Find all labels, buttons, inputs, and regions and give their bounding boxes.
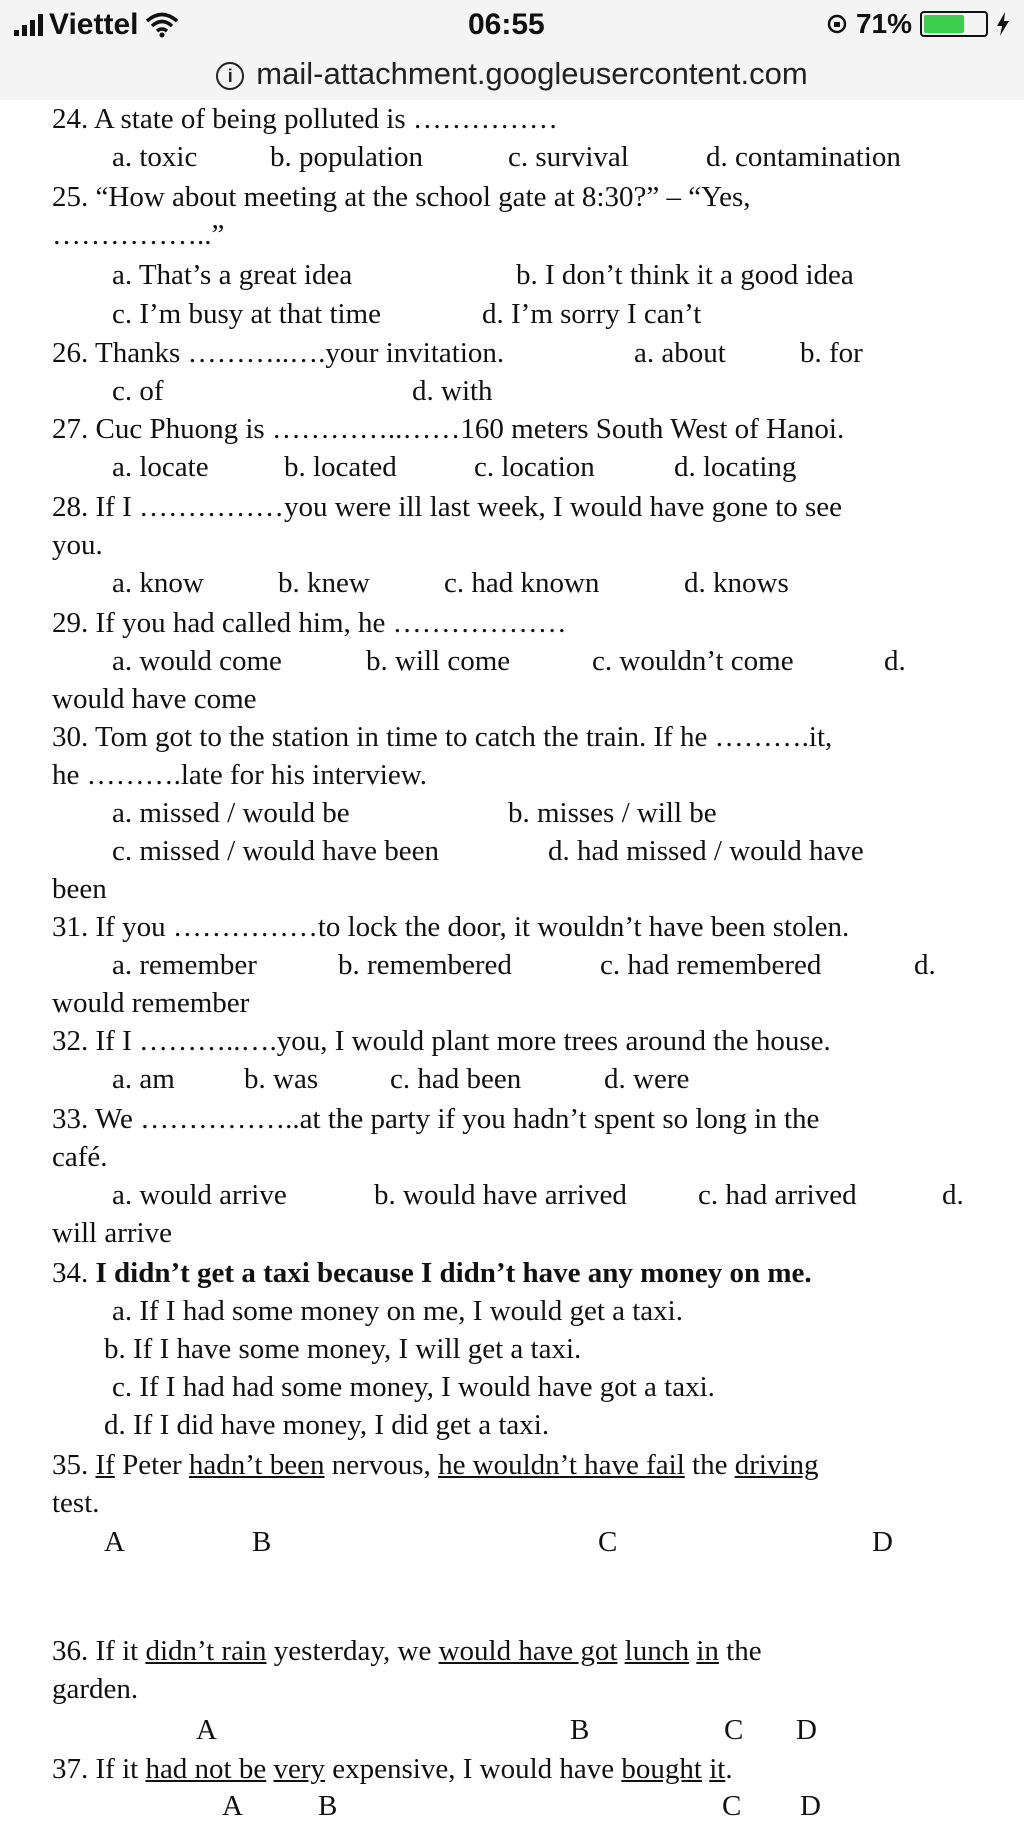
q26-option-d: d. with xyxy=(412,375,493,407)
question-33-cont: café. xyxy=(52,1141,108,1173)
q25-option-b: b. I don’t think it a good idea xyxy=(516,259,854,291)
q29-option-d-text: would have come xyxy=(52,683,257,715)
q37-label-d: D xyxy=(800,1790,821,1822)
charging-icon xyxy=(996,12,1010,36)
q36-segment-d: in xyxy=(696,1635,719,1667)
clock: 06:55 xyxy=(468,8,545,41)
q36-label-b: B xyxy=(570,1714,590,1746)
question-36 xyxy=(52,1634,762,1668)
q25-option-d: d. I’m sorry I can’t xyxy=(482,298,702,330)
question-34-number: 34. xyxy=(52,1257,89,1289)
carrier-name: Viettel xyxy=(49,8,139,41)
q31-option-c: c. had remembered xyxy=(600,949,822,981)
q35-segment-b: hadn’t been xyxy=(188,1449,325,1481)
q35-text: Peter xyxy=(122,1449,182,1481)
question-35-number: 35. xyxy=(52,1449,89,1481)
q30-option-d: d. had missed / would have xyxy=(548,835,864,867)
q36-segment-c: lunch xyxy=(624,1635,690,1667)
question-26: 26. Thanks ………..….your invitation. xyxy=(52,337,505,369)
question-35 xyxy=(52,1448,818,1482)
q37-text: . xyxy=(725,1753,733,1785)
q32-option-c: c. had been xyxy=(390,1063,522,1095)
q37-segment-d: it xyxy=(709,1753,726,1785)
q28-option-b: b. knew xyxy=(278,567,370,599)
q35-segment-c: he wouldn’t have fail xyxy=(438,1449,685,1481)
q32-option-b: b. was xyxy=(244,1063,319,1095)
q24-option-c: c. survival xyxy=(508,141,629,173)
q27-option-d: d. locating xyxy=(674,451,797,483)
q35-label-a: A xyxy=(104,1526,125,1558)
q33-option-b: b. would have arrived xyxy=(374,1179,627,1211)
q26-option-a: a. about xyxy=(634,337,726,369)
question-32: 32. If I ………..….you, I would plant more trees around the house. xyxy=(52,1025,831,1057)
question-35-cont: test. xyxy=(52,1487,100,1519)
question-36-cont: garden. xyxy=(52,1673,139,1705)
q37-segment-b: very xyxy=(273,1753,326,1785)
q36-text: yesterday, we xyxy=(273,1635,432,1667)
question-24: 24. A state of being polluted is …………… xyxy=(52,103,558,135)
q34-option-b: b. If I have some money, I will get a taxi. xyxy=(104,1333,582,1365)
q37-segment-a: had not be xyxy=(145,1753,267,1785)
q32-option-d: d. were xyxy=(604,1063,690,1095)
q34-option-d: d. If I did have money, I did get a taxi. xyxy=(104,1409,550,1441)
question-28-cont: you. xyxy=(52,529,103,561)
q30-option-a: a. missed / would be xyxy=(112,797,350,829)
q25-option-a: a. That’s a great idea xyxy=(112,259,353,291)
q30-option-d-text: been xyxy=(52,873,107,905)
q35-text: nervous, xyxy=(331,1449,431,1481)
q29-option-a: a. would come xyxy=(112,645,282,677)
battery-fill xyxy=(924,15,964,33)
q33-option-c: c. had arrived xyxy=(698,1179,857,1211)
q30-option-c: c. missed / would have been xyxy=(112,835,439,867)
q30-option-b: b. misses / will be xyxy=(508,797,717,829)
q27-option-a: a. locate xyxy=(112,451,209,483)
q24-option-a: a. toxic xyxy=(112,141,198,173)
q35-label-b: B xyxy=(252,1526,272,1558)
q31-option-d: d. xyxy=(914,949,936,981)
question-37 xyxy=(52,1752,733,1786)
q36-segment-b: would have got xyxy=(438,1635,618,1667)
url-text: mail-attachment.googleusercontent.com xyxy=(256,56,808,91)
q37-label-b: B xyxy=(318,1790,338,1822)
q36-label-d: D xyxy=(796,1714,817,1746)
q29-option-c: c. wouldn’t come xyxy=(592,645,794,677)
signal-icon xyxy=(14,14,43,36)
q27-option-b: b. located xyxy=(284,451,397,483)
address-bar[interactable] xyxy=(0,48,1024,100)
q36-segment-a: didn’t rain xyxy=(145,1635,267,1667)
q33-option-a: a. would arrive xyxy=(112,1179,287,1211)
q28-option-a: a. know xyxy=(112,567,204,599)
question-27: 27. Cuc Phuong is …………..……160 meters South West of Hanoi. xyxy=(52,413,845,445)
q36-text: the xyxy=(726,1635,762,1667)
q28-option-c: c. had known xyxy=(444,567,600,599)
question-29: 29. If you had called him, he ……………… xyxy=(52,607,567,639)
q35-segment-d: driving xyxy=(734,1449,819,1481)
q24-option-b: b. population xyxy=(270,141,424,173)
question-36-lead: 36. If it xyxy=(52,1635,139,1667)
q35-segment-a: If xyxy=(95,1449,115,1481)
q28-option-d: d. knows xyxy=(684,567,789,599)
q35-label-d: D xyxy=(872,1526,893,1558)
q37-text: expensive, I would have xyxy=(332,1753,615,1785)
q29-option-b: b. will come xyxy=(366,645,511,677)
question-30: 30. Tom got to the station in time to catch the train. If he ……….it, xyxy=(52,721,833,753)
wifi-icon xyxy=(145,12,179,38)
q37-label-a: A xyxy=(222,1790,243,1822)
q34-option-a: a. If I had some money on me, I would get a taxi. xyxy=(112,1295,683,1327)
status-right xyxy=(826,8,1010,40)
q31-option-a: a. remember xyxy=(112,949,257,981)
q35-label-c: C xyxy=(598,1526,618,1558)
rotation-lock-icon xyxy=(826,13,848,35)
q36-label-a: A xyxy=(196,1714,217,1746)
q35-text: the xyxy=(692,1449,728,1481)
q34-option-c: c. If I had had some money, I would have got a taxi. xyxy=(112,1371,715,1403)
question-28: 28. If I ……………you were ill last week, I would have gone to see xyxy=(52,491,843,523)
question-34-text: I didn’t get a taxi because I didn’t have any money on me. xyxy=(95,1257,812,1289)
url-display[interactable] xyxy=(0,56,1024,92)
question-25-cont: ……………..” xyxy=(52,219,225,251)
q25-option-c: c. I’m busy at that time xyxy=(112,298,381,330)
q33-option-d-text: will arrive xyxy=(52,1217,172,1249)
battery-icon xyxy=(920,11,988,37)
q37-segment-c: bought xyxy=(621,1753,702,1785)
q29-option-d: d. xyxy=(884,645,906,677)
q24-option-d: d. contamination xyxy=(706,141,901,173)
battery-percent: 71% xyxy=(855,8,912,39)
question-31: 31. If you ……………to lock the door, it wouldn’t have been stolen. xyxy=(52,911,850,943)
q33-option-d: d. xyxy=(942,1179,964,1211)
q32-option-a: a. am xyxy=(112,1063,175,1095)
carrier-group xyxy=(14,8,179,42)
q26-option-b: b. for xyxy=(800,337,863,369)
q31-option-d-text: would remember xyxy=(52,987,250,1019)
question-30-cont: he ……….late for his interview. xyxy=(52,759,428,791)
question-25: 25. “How about meeting at the school gate at 8:30?” – “Yes, xyxy=(52,181,751,213)
q31-option-b: b. remembered xyxy=(338,949,512,981)
q27-option-c: c. location xyxy=(474,451,595,483)
question-34 xyxy=(52,1256,812,1290)
q37-label-c: C xyxy=(722,1790,742,1822)
question-37-lead: 37. If it xyxy=(52,1753,139,1785)
q26-option-c: c. of xyxy=(112,375,164,407)
q36-label-c: C xyxy=(724,1714,744,1746)
info-icon[interactable]: i xyxy=(216,62,244,90)
question-33: 33. We ……………..at the party if you hadn’t spent so long in the xyxy=(52,1103,820,1135)
